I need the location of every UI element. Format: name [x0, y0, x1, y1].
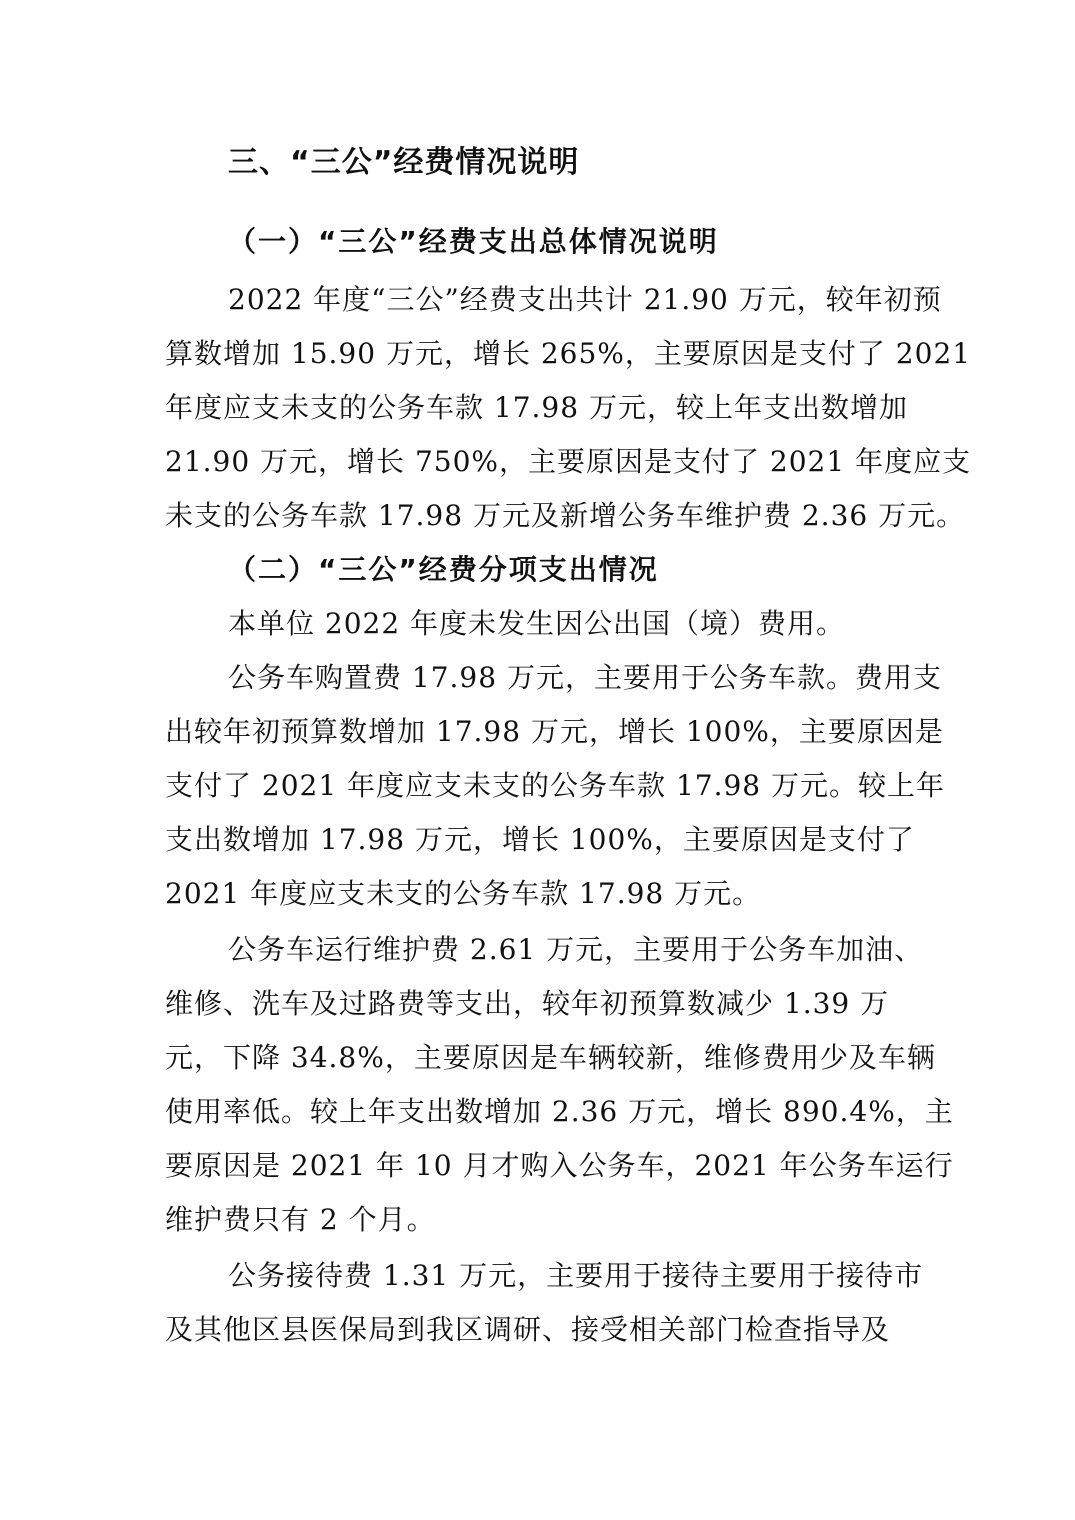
- paragraph-line: 维修、洗车及过路费等支出，较年初预算数减少 1.39 万: [165, 987, 890, 1020]
- paragraph-line: 算数增加 15.90 万元，增长 265%，主要原因是支付了 2021: [165, 337, 972, 370]
- paragraph-line: 出较年初预算数增加 17.98 万元，增长 100%，主要原因是: [165, 715, 944, 748]
- paragraph-line: 使用率低。较上年支出数增加 2.36 万元，增长 890.4%，主: [165, 1095, 954, 1128]
- paragraph-line: 元，下降 34.8%，主要原因是车辆较新，维修费用少及车辆: [165, 1041, 936, 1074]
- subsection-heading-2: （二）“三公”经费分项支出情况: [228, 553, 659, 586]
- paragraph-line: 21.90 万元，增长 750%，主要原因是支付了 2021 年度应支: [165, 445, 972, 478]
- subsection-heading-1: （一）“三公”经费支出总体情况说明: [228, 225, 719, 258]
- paragraph-line: 公务接待费 1.31 万元，主要用于接待主要用于接待市: [228, 1259, 924, 1292]
- paragraph-line: 2021 年度应支未支的公务车款 17.98 万元。: [165, 877, 762, 910]
- paragraph-line: 未支的公务车款 17.98 万元及新增公务车维护费 2.36 万元。: [165, 499, 966, 532]
- paragraph-line: 公务车购置费 17.98 万元，主要用于公务车款。费用支: [228, 661, 942, 694]
- paragraph-line: 公务车运行维护费 2.61 万元，主要用于公务车加油、: [228, 933, 924, 966]
- paragraph-line: 支出数增加 17.98 万元，增长 100%，主要原因是支付了: [165, 823, 915, 856]
- paragraph-line: 及其他区县医保局到我区调研、接受相关部门检查指导及: [165, 1313, 891, 1346]
- paragraph-line: 年度应支未支的公务车款 17.98 万元，较上年支出数增加: [165, 391, 908, 424]
- paragraph-line: 支付了 2021 年度应支未支的公务车款 17.98 万元。较上年: [165, 769, 946, 802]
- paragraph-line: 维护费只有 2 个月。: [165, 1203, 436, 1236]
- section-heading: 三、“三公”经费情况说明: [228, 145, 580, 180]
- paragraph-line: 2022 年度“三公”经费支出共计 21.90 万元，较年初预: [228, 283, 942, 316]
- paragraph-line: 本单位 2022 年度未发生因公出国（境）费用。: [228, 607, 846, 640]
- paragraph-line: 要原因是 2021 年 10 月才购入公务车，2021 年公务车运行: [165, 1149, 954, 1182]
